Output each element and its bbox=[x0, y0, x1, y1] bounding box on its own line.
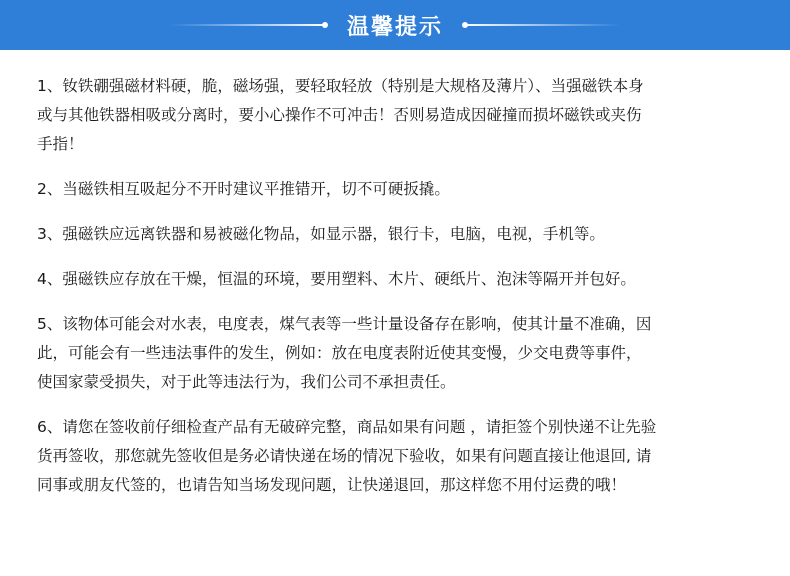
page-title: 温馨提示 bbox=[346, 14, 443, 40]
decorative-line-left bbox=[170, 24, 325, 26]
note-item-6: 6、请您在签收前仔细检查产品有无破碎完整，商品如果有问题 ，请拒签个别快递不让先验 货再签收，那您就先签收但是务必请快递在场的情况下验收，如果有问题直接让他退回, 请 同事或朋友代签的，也请告知当场发现问题，让快递退回，那这样您不用付运费的哦！ bbox=[37, 418, 657, 494]
note-item-1: 1、钕铁硼强磁材料硬，脆，磁场强，要轻取轻放（特别是大规格及薄片）、当强磁铁本身 或与其他铁器相吸或分离时，要小心操作不可冲击！否则易造成因碰撞而损坏磁铁或夹伤 手指！ bbox=[37, 77, 644, 153]
note-item-3: 3、强磁铁应远离铁器和易被磁化物品，如显示器，银行卡，电脑，电视，手机等。 bbox=[37, 225, 605, 243]
notes-list bbox=[37, 72, 757, 516]
note-item-5: 5、该物体可能会对水表，电度表，煤气表等一些计量设备存在影响，使其计量不准确，因 此，可能会有一些违法事件的发生，例如：放在电度表附近使其变慢，少交电费等事件， 使国家蒙受损失，对于此等违法行为，我们公司不承担责任。 bbox=[37, 315, 652, 391]
note-item-2: 2、当磁铁相互吸起分不开时建议平推错开，切不可硬扳撬。 bbox=[37, 180, 450, 198]
note-item-4: 4、强磁铁应存放在干燥，恒温的环境，要用塑料、木片、硬纸片、泡沫等隔开并包好。 bbox=[37, 270, 636, 288]
decorative-line-right bbox=[465, 24, 620, 26]
header-banner bbox=[0, 0, 790, 50]
